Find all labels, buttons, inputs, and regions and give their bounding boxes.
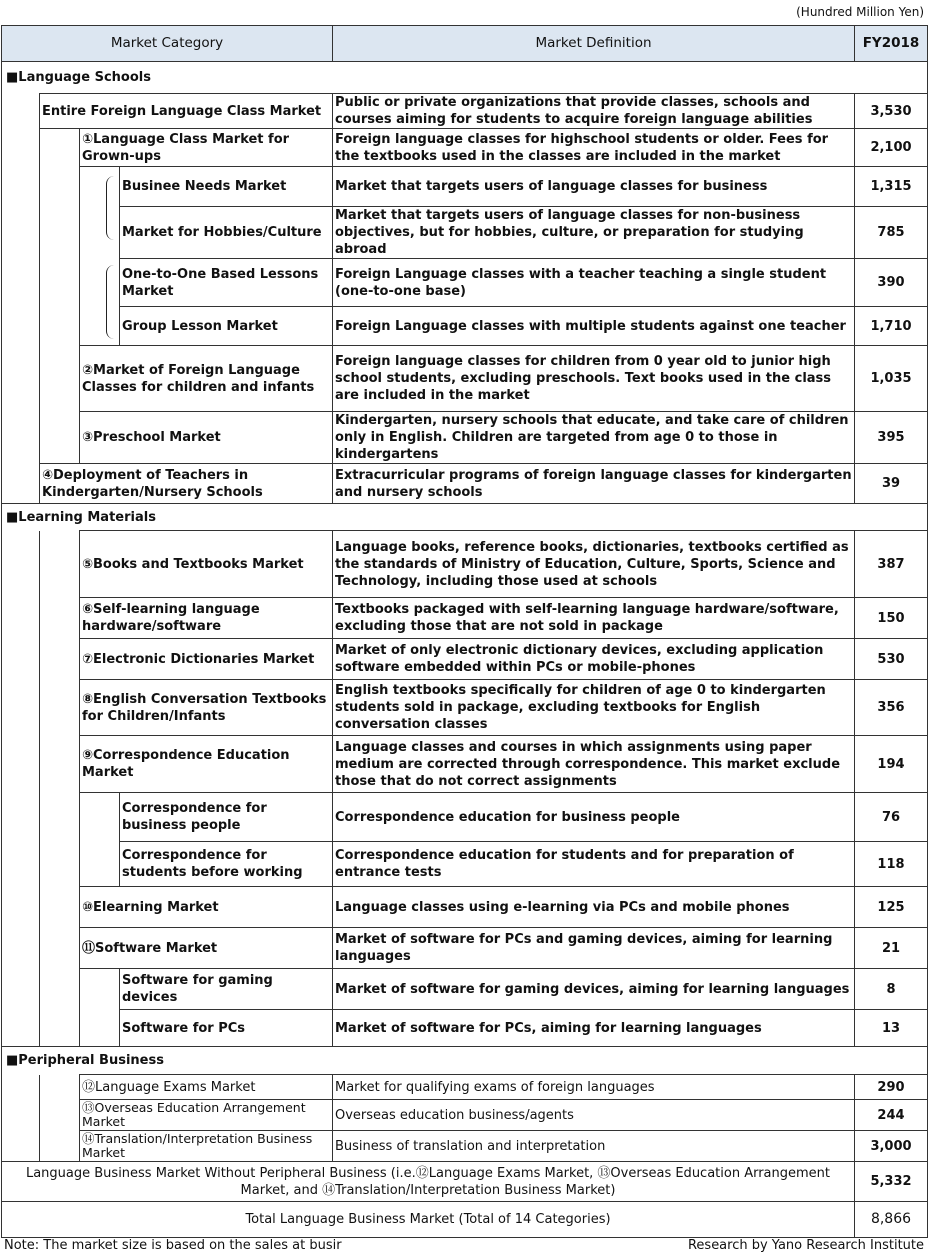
row-value: 387 [855, 531, 928, 598]
row-name: ④Deployment of Teachers in Kindergarten/Nursery Schools [40, 464, 333, 504]
row-name: ⑥Self-learning language hardware/software [80, 598, 333, 639]
table-row [2, 531, 928, 598]
row-definition: Foreign language classes for children from 0 year old to junior high school students, excluding preschools. Text books used in the class are included in the market [333, 346, 855, 412]
row-name: Software for gaming devices [120, 969, 333, 1010]
table-row [2, 928, 928, 969]
table-row [2, 167, 928, 207]
row-definition: Correspondence education for students and for preparation of entrance tests [333, 842, 855, 887]
row-name: Businee Needs Market [120, 167, 333, 207]
row-name: Entire Foreign Language Class Market [40, 94, 333, 129]
group-brace [106, 265, 115, 339]
row-definition: Market of software for PCs, aiming for learning languages [333, 1010, 855, 1047]
row-name: ③Preschool Market [80, 412, 333, 464]
table-header-row [2, 26, 928, 62]
section-row [2, 1047, 928, 1075]
row-name: Software for PCs [120, 1010, 333, 1047]
table-row [2, 94, 928, 129]
row-name: ①Language Class Market for Grown-ups [80, 129, 333, 167]
subtotal-value: 5,332 [855, 1162, 928, 1202]
table-row [2, 736, 928, 793]
row-value: 8 [855, 969, 928, 1010]
row-value: 150 [855, 598, 928, 639]
section-peripheral: ■Peripheral Business [2, 1047, 855, 1075]
section-row [2, 504, 928, 531]
table-row [2, 259, 928, 307]
row-value: 39 [855, 464, 928, 504]
row-value: 1,710 [855, 307, 928, 346]
row-value: 118 [855, 842, 928, 887]
row-definition: Business of translation and interpretation [333, 1131, 855, 1162]
row-name: ⑦Electronic Dictionaries Market [80, 639, 333, 680]
row-name: ⑨Correspondence Education Market [80, 736, 333, 793]
row-name: ⑪Software Market [80, 928, 333, 969]
subtotal-label: Language Business Market Without Peripheral Business (i.e.⑫Language Exams Market, ⑬Overseas Education Arrangement Market, and ⑭Translation/Interpretation Business Market) [2, 1162, 855, 1202]
market-table [1, 25, 928, 1238]
row-definition: Public or private organizations that provide classes, schools and courses aiming for students to acquire foreign language abilities [333, 94, 855, 129]
table-row [2, 842, 928, 887]
row-value: 390 [855, 259, 928, 307]
subtotal-row [2, 1162, 928, 1202]
row-name: ②Market of Foreign Language Classes for children and infants [80, 346, 333, 412]
row-value: 244 [855, 1100, 928, 1131]
header-category: Market Category [2, 26, 333, 62]
footer-source: Research by Yano Research Institute [687, 1238, 924, 1253]
row-name: ⑬Overseas Education Arrangement Market [80, 1100, 333, 1131]
row-value: 13 [855, 1010, 928, 1047]
row-definition: Foreign language classes for highschool students or older. Fees for the textbooks used in the classes are included in the market [333, 129, 855, 167]
table-row [2, 598, 928, 639]
section-language-schools: ■Language Schools [2, 62, 855, 94]
row-definition: Foreign Language classes with a teacher teaching a single student (one-to-one base) [333, 259, 855, 307]
group-brace [106, 176, 115, 240]
row-value: 125 [855, 887, 928, 928]
table-row [2, 1100, 928, 1131]
total-value: 8,866 [855, 1202, 928, 1238]
row-value: 3,000 [855, 1131, 928, 1162]
total-row [2, 1202, 928, 1238]
row-name: Correspondence for business people [120, 793, 333, 842]
row-definition: Textbooks packaged with self-learning language hardware/software, excluding those that are not sold in package [333, 598, 855, 639]
row-name: ⑫Language Exams Market [80, 1075, 333, 1100]
row-name: Correspondence for students before working [120, 842, 333, 887]
row-name: ⑧English Conversation Textbooks for Children/Infants [80, 680, 333, 736]
header-year: FY2018 [855, 26, 928, 62]
table-row [2, 1010, 928, 1047]
table-row [2, 639, 928, 680]
table-row [2, 307, 928, 346]
row-value: 194 [855, 736, 928, 793]
row-definition: Language books, reference books, dictionaries, textbooks certified as the standards of Ministry of Education, Culture, Sports, Science and Technology, including those used at schools [333, 531, 855, 598]
row-name: Market for Hobbies/Culture [120, 207, 333, 259]
row-value: 3,530 [855, 94, 928, 129]
unit-note: (Hundred Million Yen) [796, 5, 924, 19]
row-name: ⑤Books and Textbooks Market [80, 531, 333, 598]
row-name: One-to-One Based Lessons Market [120, 259, 333, 307]
row-definition: Extracurricular programs of foreign language classes for kindergarten and nursery schools [333, 464, 855, 504]
table-row [2, 793, 928, 842]
row-name: ⑭Translation/Interpretation Business Market [80, 1131, 333, 1162]
row-definition: Market of software for gaming devices, aiming for learning languages [333, 969, 855, 1010]
table-row [2, 129, 928, 167]
row-value: 1,035 [855, 346, 928, 412]
table-row [2, 887, 928, 928]
row-value: 21 [855, 928, 928, 969]
row-value: 2,100 [855, 129, 928, 167]
row-value: 785 [855, 207, 928, 259]
section-learning-materials: ■Learning Materials [2, 504, 855, 531]
total-label: Total Language Business Market (Total of 14 Categories) [2, 1202, 855, 1238]
table-row [2, 1075, 928, 1100]
row-definition: Correspondence education for business people [333, 793, 855, 842]
row-definition: Overseas education business/agents [333, 1100, 855, 1131]
row-name: ⑩Elearning Market [80, 887, 333, 928]
row-definition: Market that targets users of language classes for non-business objectives, but for hobbies, culture, or preparation for studying abroad [333, 207, 855, 259]
table-row [2, 346, 928, 412]
header-definition: Market Definition [333, 26, 855, 62]
table-row [2, 969, 928, 1010]
section-row [2, 62, 928, 94]
row-definition: Market that targets users of language classes for business [333, 167, 855, 207]
row-definition: English textbooks specifically for children of age 0 to kindergarten students sold in package, excluding textbooks for English conversation classes [333, 680, 855, 736]
row-definition: Market of only electronic dictionary devices, excluding application software embedded within PCs or mobile-phones [333, 639, 855, 680]
table-row [2, 464, 928, 504]
row-definition: Language classes and courses in which assignments using paper medium are corrected through correspondence. This market exclude those that do not correct assignments [333, 736, 855, 793]
table-row [2, 207, 928, 259]
table-row [2, 412, 928, 464]
row-value: 76 [855, 793, 928, 842]
row-value: 290 [855, 1075, 928, 1100]
footer-note: Note: The market size is based on the sales at busir [4, 1238, 342, 1253]
row-name: Group Lesson Market [120, 307, 333, 346]
row-definition: Language classes using e-learning via PCs and mobile phones [333, 887, 855, 928]
row-definition: Market for qualifying exams of foreign languages [333, 1075, 855, 1100]
table-row [2, 1131, 928, 1162]
row-value: 395 [855, 412, 928, 464]
row-definition: Market of software for PCs and gaming devices, aiming for learning languages [333, 928, 855, 969]
row-definition: Foreign Language classes with multiple students against one teacher [333, 307, 855, 346]
table-row [2, 680, 928, 736]
row-value: 530 [855, 639, 928, 680]
row-value: 356 [855, 680, 928, 736]
row-definition: Kindergarten, nursery schools that educate, and take care of children only in English. Children are targeted from age 0 to those in kindergartens [333, 412, 855, 464]
row-value: 1,315 [855, 167, 928, 207]
